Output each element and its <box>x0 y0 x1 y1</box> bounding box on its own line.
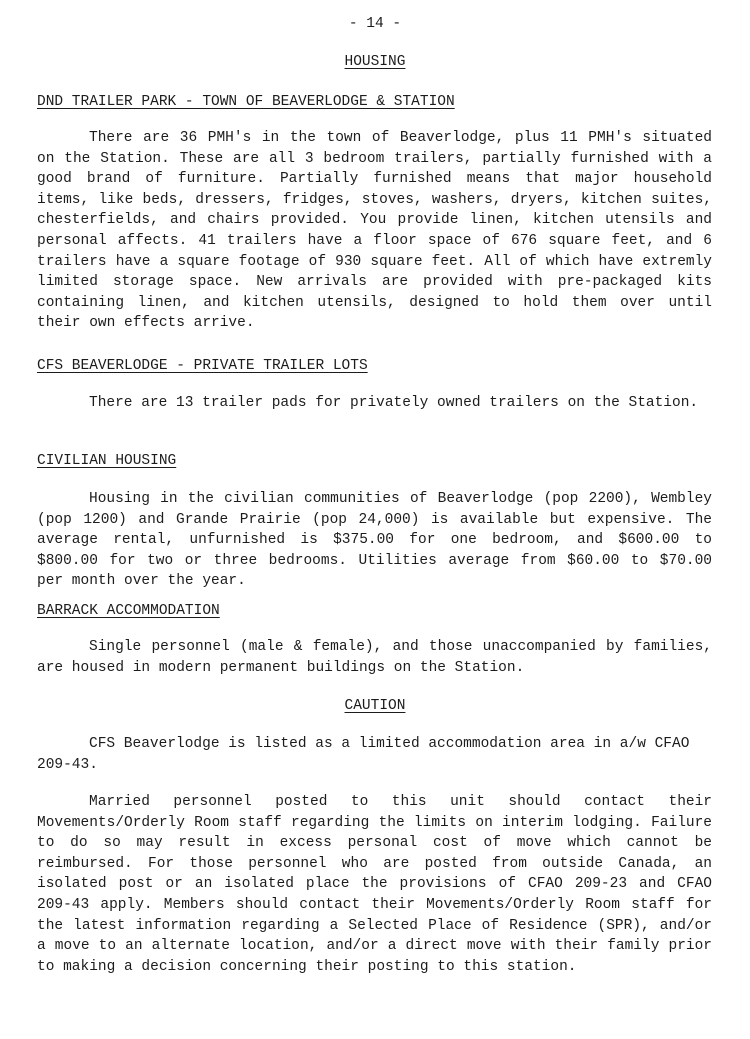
paragraph-civilian-housing: Housing in the civilian communities of Beaverlodge (pop 2200), Wembley (pop 1200) and Grande Prairie (pop 24,000) is available but expensive. The average rental, unfurnished is $375.00 for one bedroom, and $600.00 to $800.00 for two or three bedrooms. Utilities average from $60.00 to $70.00 per month over the year. <box>37 491 712 590</box>
page-title: HOUSING <box>344 54 406 70</box>
heading-private-trailer-lots: CFS BEAVERLODGE - PRIVATE TRAILER LOTS <box>37 358 368 374</box>
paragraph-caution-listing: CFS Beaverlodge is listed as a limited accommodation area in a/w CFAO 209-43. <box>37 736 690 773</box>
paragraph-dnd-trailer-park: There are 36 PMH's in the town of Beaverlodge, plus 11 PMH's situated on the Station. These are all 3 bedroom trailers, partially furnished with a good brand of furniture. Partially furnished means that major household items, like beds, dressers, fridges, stoves, washers, dryers, kitchen suites, chesterfields, and chairs provided. You provide linen, kitchen utensils and personal affects. 41 trailers have a floor space of 676 square feet, and 6 trailers have a square footage of 930 square feet. All of which have extremly limited storage space. New arrivals are provided with pre-packaged kits containing linen, and kitchen utensils, designed to hold them over until their own effects arrive. <box>37 130 712 332</box>
paragraph-barrack-accommodation: Single personnel (male & female), and those unaccompanied by families, are housed in modern permanent buildings on the Station. <box>37 639 712 676</box>
heading-civilian-housing: CIVILIAN HOUSING <box>37 453 177 469</box>
heading-barrack-accommodation: BARRACK ACCOMMODATION <box>37 603 220 619</box>
page-number: - 14 - <box>348 16 402 32</box>
paragraph-caution-married-personnel: Married personnel posted to this unit should contact their Movements/Orderly Room staff regarding the limits on interim lodging. Failure to do so may result in excess personal cost of move which cannot be reimbursed. For those personnel who are posted from outside Canada, an isolated post or an isolated place the provisions of CFAO 209-23 and CFAO 209-43 apply. Members should contact their Movements/Orderly Room staff for the latest information regarding a Selected Place of Residence (SPR), and/or a move to an alternate location, and/or a direct move with their family prior to making a decision concerning their posting to this station. <box>37 794 712 975</box>
heading-dnd-trailer-park: DND TRAILER PARK - TOWN OF BEAVERLODGE & STATION <box>37 94 455 110</box>
paragraph-private-trailer-lots: There are 13 trailer pads for privately owned trailers on the Station. <box>89 395 699 411</box>
heading-caution: CAUTION <box>344 698 406 714</box>
